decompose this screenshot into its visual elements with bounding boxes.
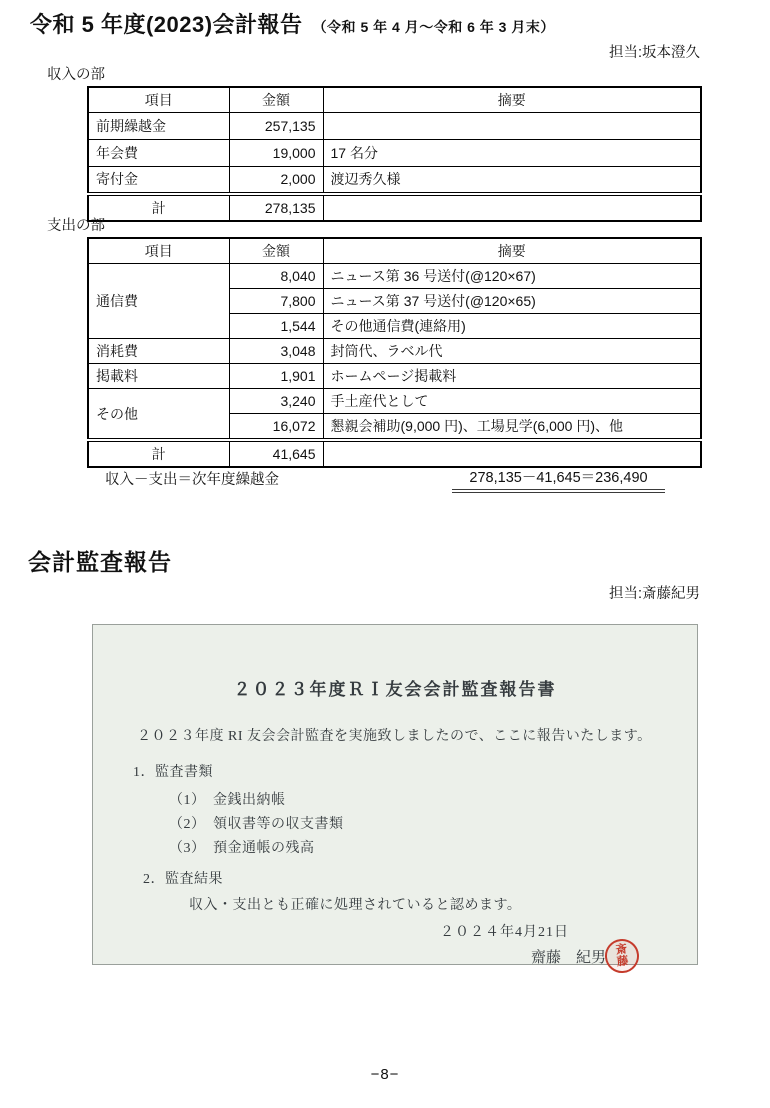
table-row xyxy=(88,364,701,389)
income-total-label: 計 xyxy=(88,194,229,221)
expense-total-note xyxy=(323,440,701,467)
table-row xyxy=(88,140,701,167)
income-total-row xyxy=(88,194,701,221)
expense-item-group: その他 xyxy=(88,389,229,441)
page-subtitle: （令和 5 年 4 月～令和 6 年 3 月末） xyxy=(312,19,555,35)
expense-total-label: 計 xyxy=(88,440,229,467)
income-note xyxy=(323,113,701,140)
income-total-amount: 278,135 xyxy=(229,194,323,221)
expense-note: 懇親会補助(9,000 円)、工場見学(6,000 円)、他 xyxy=(323,414,701,441)
audit-doc-signature: 齋藤 紀男 xyxy=(530,950,606,966)
audit-doc-date: ２０２４年4月21日 xyxy=(440,925,569,940)
income-note: 渡辺秀久様 xyxy=(323,167,701,194)
hanko-seal-char: 藤 xyxy=(616,955,629,969)
income-section-label: 収入の部 xyxy=(47,67,105,83)
income-header-note: 摘要 xyxy=(323,87,701,113)
expense-item-group: 消耗費 xyxy=(88,339,229,364)
audit-doc-signature-row xyxy=(93,943,697,969)
expense-header-note: 摘要 xyxy=(323,238,701,264)
list-item: （1） 金銭出納帳 xyxy=(169,793,286,808)
income-header-item: 項目 xyxy=(88,87,229,113)
expense-total-amount: 41,645 xyxy=(229,440,323,467)
income-amount: 257,135 xyxy=(229,113,323,140)
expense-section-label: 支出の部 xyxy=(47,218,105,234)
list-item: （3） 預金通帳の残高 xyxy=(169,841,315,856)
income-amount: 2,000 xyxy=(229,167,323,194)
staff-audit-label: 担当:斎藤紀男 xyxy=(608,586,700,602)
income-header-row xyxy=(88,87,701,113)
expense-amount: 1,544 xyxy=(229,314,323,339)
expense-note: ニュース第 36 号送付(@120×67) xyxy=(323,264,701,289)
expense-item-group: 掲載料 xyxy=(88,364,229,389)
expense-note: ホームページ掲載料 xyxy=(323,364,701,389)
audit-doc-item1-heading: 1．監査書類 xyxy=(133,765,213,780)
expense-note: 封筒代、ラベル代 xyxy=(323,339,701,364)
report-title-row xyxy=(30,8,555,39)
hanko-seal-char: 斎 xyxy=(615,943,628,957)
expense-amount: 8,040 xyxy=(229,264,323,289)
staff-income-label: 担当:坂本澄久 xyxy=(608,45,700,61)
expense-amount: 7,800 xyxy=(229,289,323,314)
table-row xyxy=(88,389,701,414)
carryover-formula-label: 収入－支出＝次年度繰越金 xyxy=(105,472,279,488)
list-item: （2） 領収書等の収支書類 xyxy=(169,817,344,832)
income-table xyxy=(87,86,702,222)
expense-total-row xyxy=(88,440,701,467)
hanko-seal-icon xyxy=(603,937,640,974)
expense-amount: 1,901 xyxy=(229,364,323,389)
expense-amount: 3,240 xyxy=(229,389,323,414)
expense-header-item: 項目 xyxy=(88,238,229,264)
carryover-formula-value: 278,135－41,645＝236,490 xyxy=(452,466,665,493)
page-title: 令和 5 年度(2023)会計報告 xyxy=(30,12,303,37)
income-note: 17 名分 xyxy=(323,140,701,167)
income-item: 前期繰越金 xyxy=(88,113,229,140)
table-row xyxy=(88,339,701,364)
income-item: 寄付金 xyxy=(88,167,229,194)
expense-item-group: 通信費 xyxy=(88,264,229,339)
audit-doc-item2-heading: 2．監査結果 xyxy=(143,872,223,887)
audit-doc-item1-list xyxy=(169,789,697,861)
audit-section-heading: 会計監査報告 xyxy=(28,549,172,575)
expense-note: 手土産代として xyxy=(323,389,701,414)
audit-doc-intro: ２０２３年度 RI 友会会計監査を実施致しましたので、ここに報告いたします。 xyxy=(137,729,652,744)
expense-table xyxy=(87,237,702,468)
expense-note: その他通信費(連絡用) xyxy=(323,314,701,339)
expense-header-amount: 金額 xyxy=(229,238,323,264)
income-header-amount: 金額 xyxy=(229,87,323,113)
audit-report-scan xyxy=(92,624,698,969)
income-item: 年会費 xyxy=(88,140,229,167)
expense-amount: 16,072 xyxy=(229,414,323,441)
income-amount: 19,000 xyxy=(229,140,323,167)
income-total-note xyxy=(323,194,701,221)
table-row xyxy=(88,167,701,194)
expense-amount: 3,048 xyxy=(229,339,323,364)
expense-note: ニュース第 37 号送付(@120×65) xyxy=(323,289,701,314)
audit-doc-result: 収入・支出とも正確に処理されていると認めます。 xyxy=(189,898,522,913)
table-row xyxy=(88,113,701,140)
carryover-formula-row xyxy=(105,468,665,489)
audit-doc-title: ２０２３年度ＲＩ友会会計監査報告書 xyxy=(233,680,557,699)
table-row xyxy=(88,264,701,289)
expense-header-row xyxy=(88,238,701,264)
page-number: −8− xyxy=(370,1066,400,1083)
